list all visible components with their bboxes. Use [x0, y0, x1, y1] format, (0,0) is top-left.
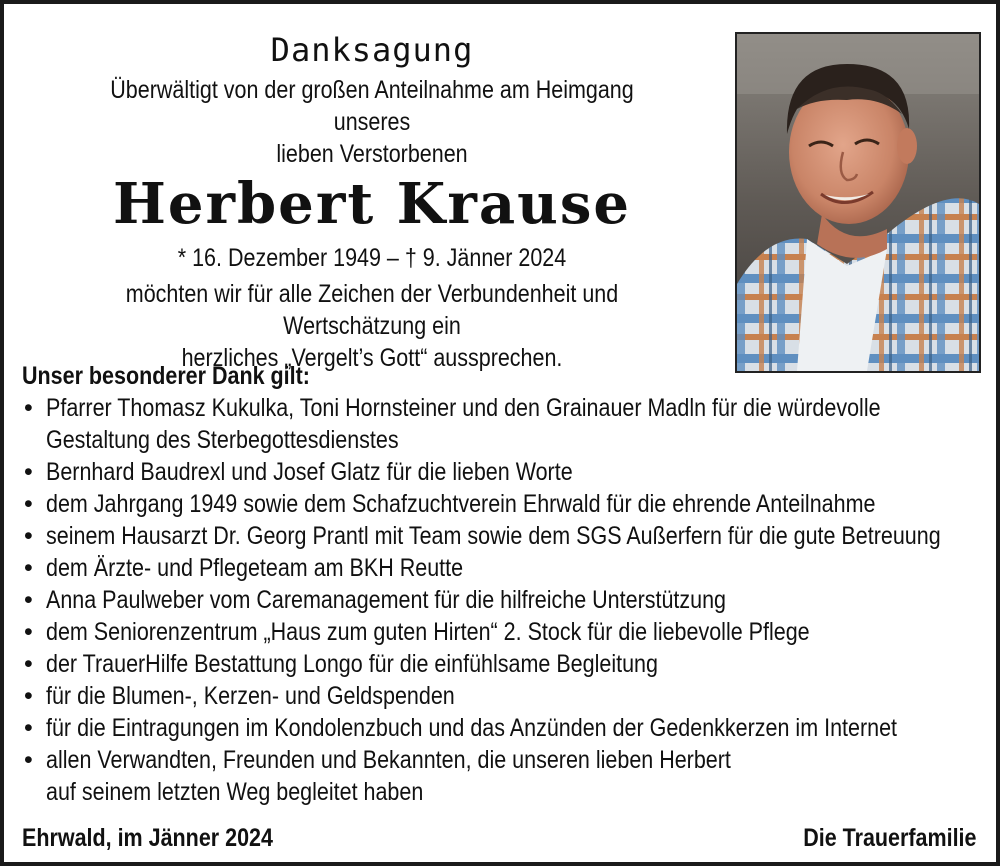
list-item	[22, 584, 982, 616]
place-date: Ehrwald, im Jänner 2024	[22, 824, 273, 852]
list-item	[22, 712, 982, 744]
list-item	[22, 392, 982, 456]
bullet-icon: •	[24, 394, 33, 422]
bullet-icon: •	[24, 554, 33, 582]
list-item-text: für die Eintragungen im Kondolenzbuch und das Anzünden der Gedenkkerzen im Internet	[46, 714, 898, 742]
intro-line-1: Überwältigt von der großen Anteilnahme am Heimgang unseres	[110, 76, 634, 136]
deceased-name: Herbert Krause	[112, 171, 632, 237]
portrait-photo	[735, 32, 981, 373]
list-item-text: allen Verwandten, Freunden und Bekannten, die unseren lieben Herbert	[46, 746, 731, 774]
thanks-list	[22, 392, 982, 808]
intro-text	[71, 74, 673, 170]
list-item	[22, 520, 982, 552]
bullet-icon: •	[24, 650, 33, 678]
thanks-line-1: möchten wir für alle Zeichen der Verbundenheit und Wertschätzung ein	[125, 280, 619, 340]
list-item	[22, 456, 982, 488]
list-item-text: der TrauerHilfe Bestattung Longo für die einfühlsame Begleitung	[46, 650, 658, 678]
signature: Die Trauerfamilie	[802, 824, 976, 852]
portrait-image	[737, 34, 979, 371]
bullet-icon: •	[24, 458, 33, 486]
thanks-heading: Unser besonderer Dank gilt:	[22, 362, 310, 390]
life-dates: * 16. Dezember 1949 – † 9. Jänner 2024	[177, 244, 567, 272]
list-item-text: seinem Hausarzt Dr. Georg Prantl mit Team sowie dem SGS Außerfern für die gute Betreuung	[46, 522, 941, 550]
list-item-text: auf seinem letzten Weg begleitet haben	[46, 778, 424, 806]
list-item-text: Anna Paulweber vom Caremanagement für die hilfreiche Unterstützung	[46, 586, 727, 614]
thanks-line-2: herzliches „Vergelt’s Gott“ aussprechen.	[181, 344, 563, 372]
list-item-text: dem Ärzte- und Pflegeteam am BKH Reutte	[46, 554, 464, 582]
list-item-text: Bernhard Baudrexl und Josef Glatz für die lieben Worte	[46, 458, 573, 486]
list-item	[22, 680, 982, 712]
list-item-text: Pfarrer Thomasz Kukulka, Toni Hornsteiner und den Grainauer Madln für die würdevolle	[46, 394, 881, 422]
list-item	[22, 616, 982, 648]
list-item-text: dem Seniorenzentrum „Haus zum guten Hirten“ 2. Stock für die liebevolle Pflege	[46, 618, 810, 646]
intro-line-2: lieben Verstorbenen	[276, 140, 468, 168]
list-item	[22, 648, 982, 680]
bullet-icon: •	[24, 618, 33, 646]
bullet-icon: •	[24, 490, 33, 518]
bullet-icon: •	[24, 746, 33, 774]
list-item	[22, 744, 982, 808]
list-item	[22, 552, 982, 584]
bullet-icon: •	[24, 522, 33, 550]
list-item-text: dem Jahrgang 1949 sowie dem Schafzuchtverein Ehrwald für die ehrende Anteilnahme	[46, 490, 876, 518]
notice-title: Danksagung	[270, 31, 474, 69]
bullet-icon: •	[24, 682, 33, 710]
bullet-icon: •	[24, 586, 33, 614]
header-block	[22, 32, 722, 374]
list-item-text: Gestaltung des Sterbegottesdienstes	[46, 426, 399, 454]
list-item	[22, 488, 982, 520]
thanks-section	[22, 360, 982, 808]
bullet-icon: •	[24, 714, 33, 742]
list-item-text: für die Blumen-, Kerzen- und Geldspenden	[46, 682, 455, 710]
